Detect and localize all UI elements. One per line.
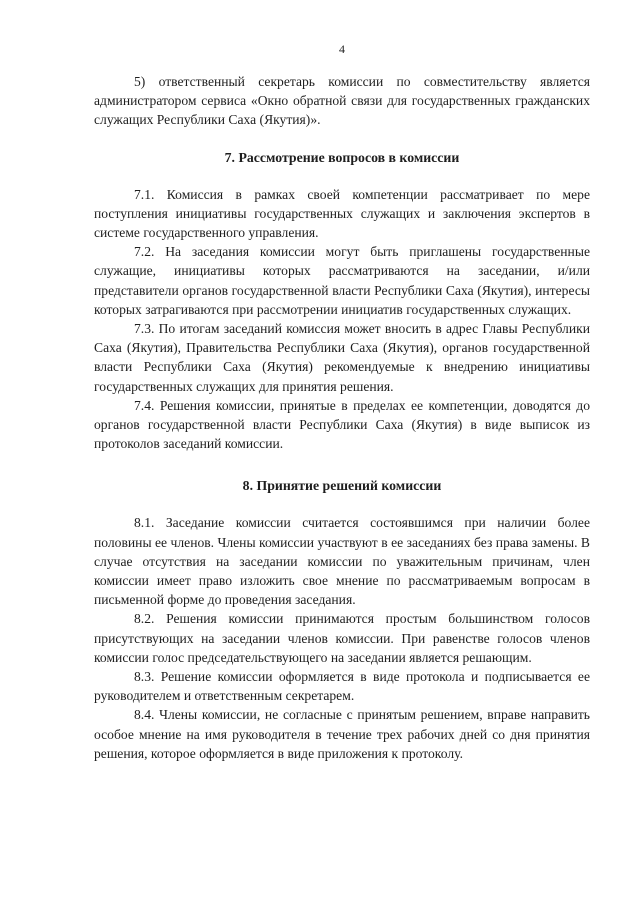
paragraph-7-1: 7.1. Комиссия в рамках своей компетенции рассматривает по мере поступления инициативы государственных служащих и заключения экспертов в системе государственного управления.: [94, 186, 590, 241]
paragraph-8-4: 8.4. Члены комиссии, не согласные с принятым решением, вправе направить особое мнение на имя руководителя в течение трех рабочих дней со дня принятия решения, которое оформляется в виде приложения к протоколу.: [94, 707, 590, 761]
section-7-heading: 7. Рассмотрение вопросов в комиссии: [224, 149, 460, 165]
paragraph-5-admin: 5) ответственный секретарь комиссии по совместительству является администратором сервиса «Окно обратной связи для государственных гражданских служащих Республики Саха (Якутия)».: [94, 74, 590, 128]
page-number: 4: [339, 42, 345, 56]
paragraph-8-2: 8.2. Решения комиссии принимаются простым большинством голосов присутствующих на заседании членов комиссии. При равенстве голосов членов комиссии голос председательствующего на заседании является решающим.: [94, 611, 590, 665]
section-8-heading: 8. Принятие решений комиссии: [242, 478, 442, 494]
paragraph-8-1: 8.1. Заседание комиссии считается состоявшимся при наличии более половины ее членов. Члены комиссии участвуют в ее заседаниях без права замены. В случае отсутствия на заседании комиссии по уважительным причинам, член комиссии имеет право изложить свое мнение по рассматриваемым вопросам в письменной форме до проведения заседания.: [94, 515, 590, 608]
paragraph-7-3: 7.3. По итогам заседаний комиссия может вносить в адрес Главы Республики Саха (Якутия), Правительства Республики Саха (Якутия), органов государственной власти Республики Саха (Якутия) рекомендуемые к внедрению инициативы государственных служащих для принятия решения.: [94, 321, 590, 394]
paragraph-8-3: 8.3. Решение комиссии оформляется в виде протокола и подписывается ее руководителем и ответственным секретарем.: [94, 669, 590, 704]
paragraph-7-2: 7.2. На заседания комиссии могут быть приглашены государственные служащие, инициативы которых рассматриваются на заседании, и/или представители органов государственной власти Республики Саха (Якутия), интересы которых затрагиваются при рассмотрении инициатив государственных служащих.: [94, 244, 590, 317]
paragraph-7-4: 7.4. Решения комиссии, принятые в пределах ее компетенции, доводятся до органов государственной власти Республики Саха (Якутия) в виде выписок из протоколов заседаний комиссии.: [94, 397, 590, 452]
